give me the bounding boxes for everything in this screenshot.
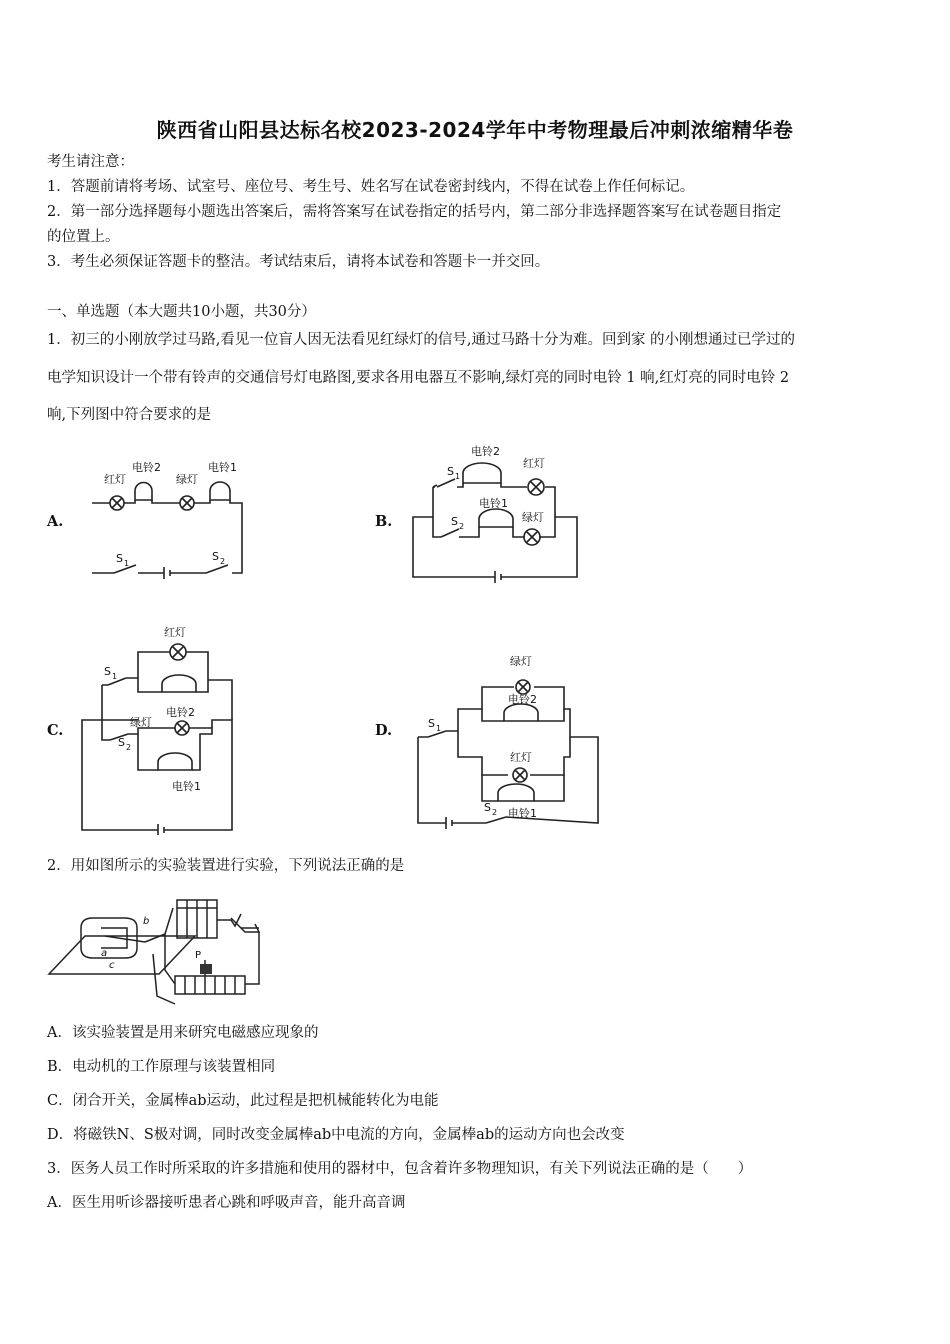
notice-item: 2．第一部分选择题每小题选出答案后，需将答案写在试卷指定的括号内，第二部分非选择题答案写在试卷题目指定 [47, 204, 782, 220]
switch-s1-label: S [104, 665, 111, 678]
electromagnetic-apparatus-figure [45, 888, 265, 1010]
question-2-option-a[interactable]: A．该实验装置是用来研究电磁感应现象的 [47, 1025, 319, 1041]
switch-s1-sub: 1 [436, 724, 442, 733]
notice-item: 1．答题前请将考场、试室号、座位号、考生号、姓名写在试卷密封线内，不得在试卷上作任何标记。 [47, 179, 695, 195]
bell-2-label: 电铃2 [471, 445, 500, 458]
switch-s1-sub: 1 [455, 472, 461, 481]
label-c: c [109, 960, 115, 971]
label-p: P [195, 950, 202, 961]
label-b: b [143, 916, 150, 927]
red-light-label: 红灯 [510, 751, 532, 764]
section-heading: 一、单选题（本大题共10小题，共30分） [47, 304, 316, 320]
notice-item: 3．考生必须保证答题卡的整洁。考试结束后，请将本试卷和答题卡一并交回。 [47, 254, 550, 270]
question-2-option-d[interactable]: D．将磁铁N、S极对调，同时改变金属棒ab中电流的方向，金属棒ab的运动方向也会改变 [47, 1127, 625, 1143]
red-light-label: 红灯 [104, 473, 126, 486]
bell-1-label: 电铃1 [208, 461, 237, 474]
option-c-label[interactable]: C. [47, 722, 64, 739]
switch-s1-label: S [116, 552, 123, 565]
green-light-label: 绿灯 [522, 511, 544, 524]
circuit-diagram-a [80, 455, 255, 580]
switch-s2-label: S [484, 801, 491, 814]
red-light-label: 红灯 [164, 626, 186, 639]
option-b-label[interactable]: B. [375, 513, 393, 530]
bell-2-label: 电铃2 [166, 706, 195, 719]
bell-1-label: 电铃1 [172, 780, 201, 793]
page-title: 陕西省山阳县达标名校2023-2024学年中考物理最后冲刺浓缩精华卷 [156, 118, 794, 142]
green-light-label: 绿灯 [510, 655, 532, 668]
question-2-option-b[interactable]: B．电动机的工作原理与该装置相同 [47, 1059, 276, 1075]
notice-item: 的位置上。 [47, 229, 120, 245]
option-a-label[interactable]: A. [47, 513, 64, 530]
switch-s2-label: S [451, 515, 458, 528]
bell-1-label: 电铃1 [508, 807, 537, 820]
green-light-label: 绿灯 [130, 716, 152, 729]
question-3-option-a[interactable]: A．医生用听诊器接听患者心跳和呼吸声音，能升高音调 [47, 1195, 406, 1211]
switch-s1-label: S [428, 717, 435, 730]
question-2-option-c[interactable]: C．闭合开关，金属棒ab运动，此过程是把机械能转化为电能 [47, 1093, 439, 1109]
switch-s1-sub: 1 [112, 672, 118, 681]
switch-s2-label: S [118, 736, 125, 749]
circuit-diagram-d [410, 645, 600, 835]
switch-s2-sub: 2 [492, 808, 498, 817]
bell-2-label: 电铃2 [132, 461, 161, 474]
question-1-line: 电学知识设计一个带有铃声的交通信号灯电路图,要求各用电器互不影响,绿灯亮的同时电铃 1 响,红灯亮的同时电铃 2 [47, 370, 790, 386]
option-d-label[interactable]: D. [375, 722, 393, 739]
notice-heading: 考生请注意： [47, 154, 134, 170]
bell-1-label: 电铃1 [479, 497, 508, 510]
question-1-line: 1．初三的小刚放学过马路,看见一位盲人因无法看见红绿灯的信号,通过马路十分为难。回到家 的小刚想通过已学过的 [47, 332, 796, 348]
bell-2-label: 电铃2 [508, 693, 537, 706]
label-a: a [101, 948, 108, 959]
circuit-diagram-c [72, 620, 262, 835]
circuit-diagram-b [405, 435, 585, 585]
question-3: 3．医务人员工作时所采取的许多措施和使用的器材中，包含着许多物理知识，有关下列说法正确的是（ ） [47, 1161, 753, 1177]
switch-s2-sub: 2 [459, 522, 465, 531]
switch-s2-sub: 2 [126, 743, 132, 752]
switch-s2-sub: 2 [220, 557, 226, 566]
switch-s2-label: S [212, 550, 219, 563]
red-light-label: 红灯 [523, 457, 545, 470]
switch-s1-label: S [447, 465, 454, 478]
question-1-line: 响,下列图中符合要求的是 [47, 407, 212, 423]
question-2: 2．用如图所示的实验装置进行实验，下列说法正确的是 [47, 858, 405, 874]
switch-s1-sub: 1 [124, 559, 130, 568]
green-light-label: 绿灯 [176, 473, 198, 486]
